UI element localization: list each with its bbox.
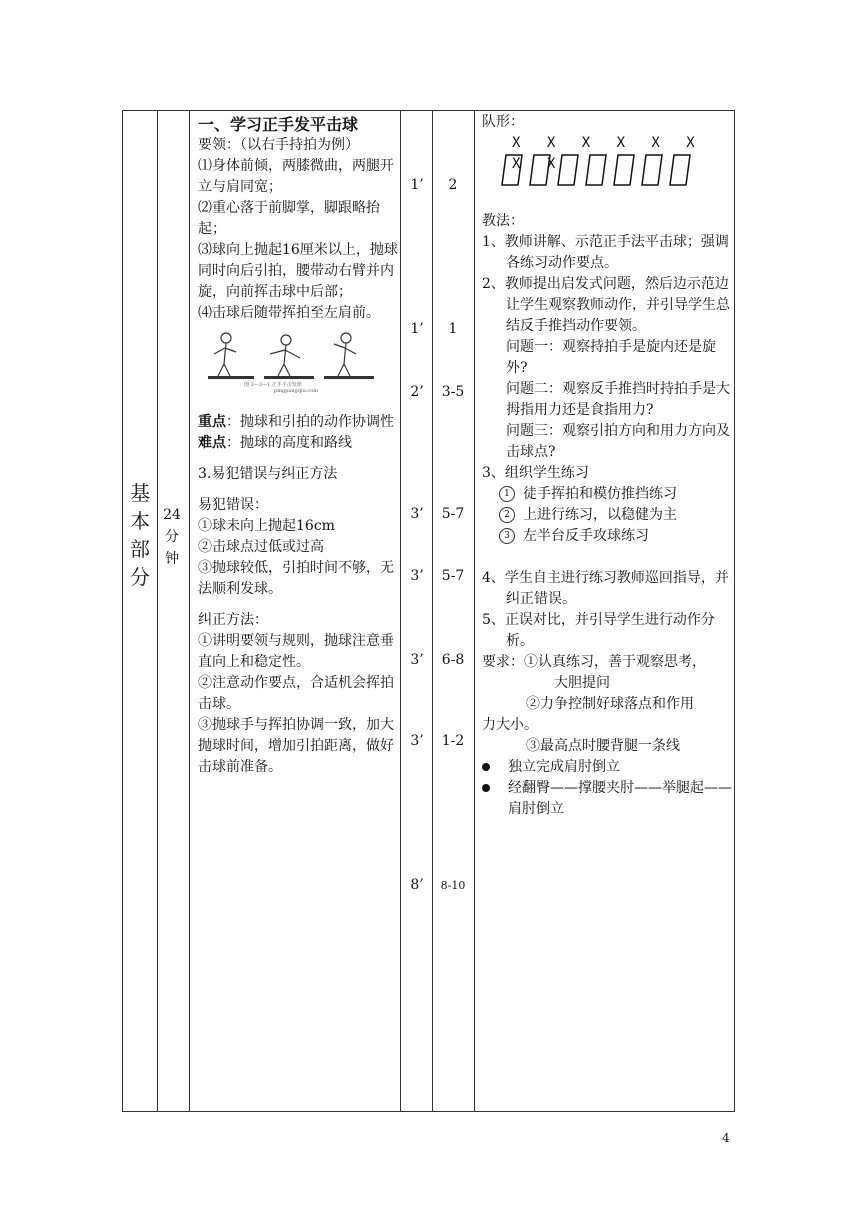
technique-figure — [204, 330, 379, 394]
error-item: ①球未向上抛起16cm — [198, 518, 335, 534]
time-value: 3’ — [410, 506, 424, 522]
formation-diagram — [482, 133, 732, 213]
duration-value: 24 — [163, 507, 181, 523]
part-label-char: 本 — [130, 509, 150, 533]
formation-label: 队形： — [482, 114, 524, 130]
bullet-item: 独立完成肩肘倒立 — [482, 757, 732, 778]
key-point-text: ：抛球和引拍的动作协调性 — [226, 414, 394, 430]
key-point-label: 重点 — [198, 414, 226, 430]
question: 问题一：观察持拍手是旋内还是旋外? — [506, 339, 716, 376]
table-rectangles — [500, 151, 710, 221]
difficulty-text: ：抛球的高度和路线 — [226, 435, 352, 451]
requirement-cont: 大胆提问 — [554, 675, 610, 691]
teach-label: 教法： — [482, 213, 524, 229]
duration-unit: 分 — [165, 529, 179, 545]
reps-value: 5-7 — [441, 506, 465, 522]
bullet-icon — [482, 763, 490, 771]
requirement-cont: 力大小。 — [482, 717, 538, 733]
column-divider — [474, 111, 475, 1111]
practice-item: 2 上进行练习，以稳健为主 — [482, 505, 732, 526]
requirement: 要求：①认真练习，善于观察思考， — [482, 654, 706, 670]
time-value: 1’ — [410, 321, 424, 337]
question: 问题二：观察反手推挡时持拍手是大拇指用力还是食指用力? — [506, 381, 730, 418]
time-value: 1’ — [410, 177, 424, 193]
difficulty-label: 难点 — [198, 435, 226, 451]
errors-heading: 3.易犯错误与纠正方法 — [198, 466, 338, 482]
teach-item: 4、学生自主进行练习教师巡回指导，并纠正错误。 — [482, 570, 729, 607]
formation-x-row: X X X X X X X X — [512, 135, 704, 172]
teach-item: 5、正误对比，并引导学生进行动作分析。 — [482, 612, 715, 649]
reps-value: 8-10 — [440, 879, 466, 892]
reps-value: 1 — [448, 321, 458, 337]
part-label-char: 分 — [130, 565, 150, 589]
bullet-icon — [482, 784, 490, 792]
reps-value: 5-7 — [441, 568, 465, 584]
practice-item: 3 左半台反手攻球练习 — [482, 526, 732, 547]
error-item: ②击球点过低或过高 — [198, 539, 324, 555]
fix-item: ①讲明要领与规则，抛球注意垂直向上和稳定性。 — [198, 633, 394, 670]
fix-item: ③抛球手与挥拍协调一致，加大抛球时间，增加引拍距离，做好击球前准备。 — [198, 717, 394, 775]
section-title: 一、学习正手发平击球 — [198, 115, 359, 134]
teach-item: 2、教师提出启发式问题，然后边示范边让学生观察教师动作，并引导学生总结反手推挡动作要领。 — [482, 276, 730, 334]
figure-watermark: pingpangqiu.com — [274, 388, 318, 394]
teach-item: 1、教师讲解、示范正手法平击球；强调各练习动作要点。 — [482, 234, 729, 271]
reps-value: 6-8 — [441, 652, 465, 668]
column-divider — [400, 111, 401, 1111]
errors-label: 易犯错误： — [198, 497, 268, 513]
content-line: ⑵重心落于前脚掌，脚跟略抬起； — [198, 200, 380, 237]
content-line: ⑶球向上抛起16厘米以上，抛球同时向后引拍，腰带动右臂并内旋，向前挥击球中后部； — [198, 242, 398, 300]
column-divider — [189, 111, 190, 1111]
page-number: 4 — [722, 1131, 730, 1145]
duration-unit: 钟 — [165, 551, 179, 567]
fix-item: ②注意动作要点，合适机会挥拍击球。 — [198, 675, 394, 712]
content-line: 要领：（以右手持拍为例） — [198, 137, 359, 153]
reps-value: 1-2 — [441, 733, 465, 749]
difficulty-point — [198, 433, 398, 454]
time-value: 3’ — [410, 652, 424, 668]
part-label — [129, 479, 151, 591]
time-value: 3’ — [410, 733, 424, 749]
content-column — [198, 114, 398, 778]
reps-value: 3-5 — [441, 384, 465, 400]
part-label-char: 部 — [130, 537, 150, 561]
bullet-item: 经翻臀——撑腰夹肘——举腿起——肩肘倒立 — [482, 778, 732, 820]
column-divider — [157, 111, 158, 1111]
part-label-char: 基 — [130, 481, 150, 505]
time-value: 3’ — [410, 568, 424, 584]
reps-value: 2 — [448, 177, 458, 193]
content-line: ⑴身体前倾，两膝微曲，两腿开立与肩同宽； — [198, 158, 394, 195]
time-value: 2’ — [410, 384, 424, 400]
column-divider — [432, 111, 433, 1111]
duration-label — [163, 504, 181, 570]
fix-label: 纠正方法： — [198, 612, 268, 628]
teach-item: 3、组织学生练习 — [482, 465, 589, 481]
figure-caption: 图 3—3—1 正手平击发球 — [244, 382, 302, 388]
time-value: 8’ — [410, 877, 424, 893]
key-point — [198, 412, 398, 433]
requirement: ②力争控制好球落点和作用 — [526, 696, 694, 712]
method-column — [482, 112, 732, 820]
error-item: ③抛球较低，引拍时间不够，无法顺利发球。 — [198, 560, 394, 597]
practice-item: 1 徒手挥拍和模仿推挡练习 — [482, 484, 732, 505]
requirement: ③最高点时腰背腿一条线 — [526, 738, 680, 754]
lesson-table — [122, 110, 735, 1112]
question: 问题三：观察引拍方向和用力方向及击球点? — [506, 423, 730, 460]
content-line: ⑷击球后随带挥拍至左肩前。 — [198, 305, 380, 321]
